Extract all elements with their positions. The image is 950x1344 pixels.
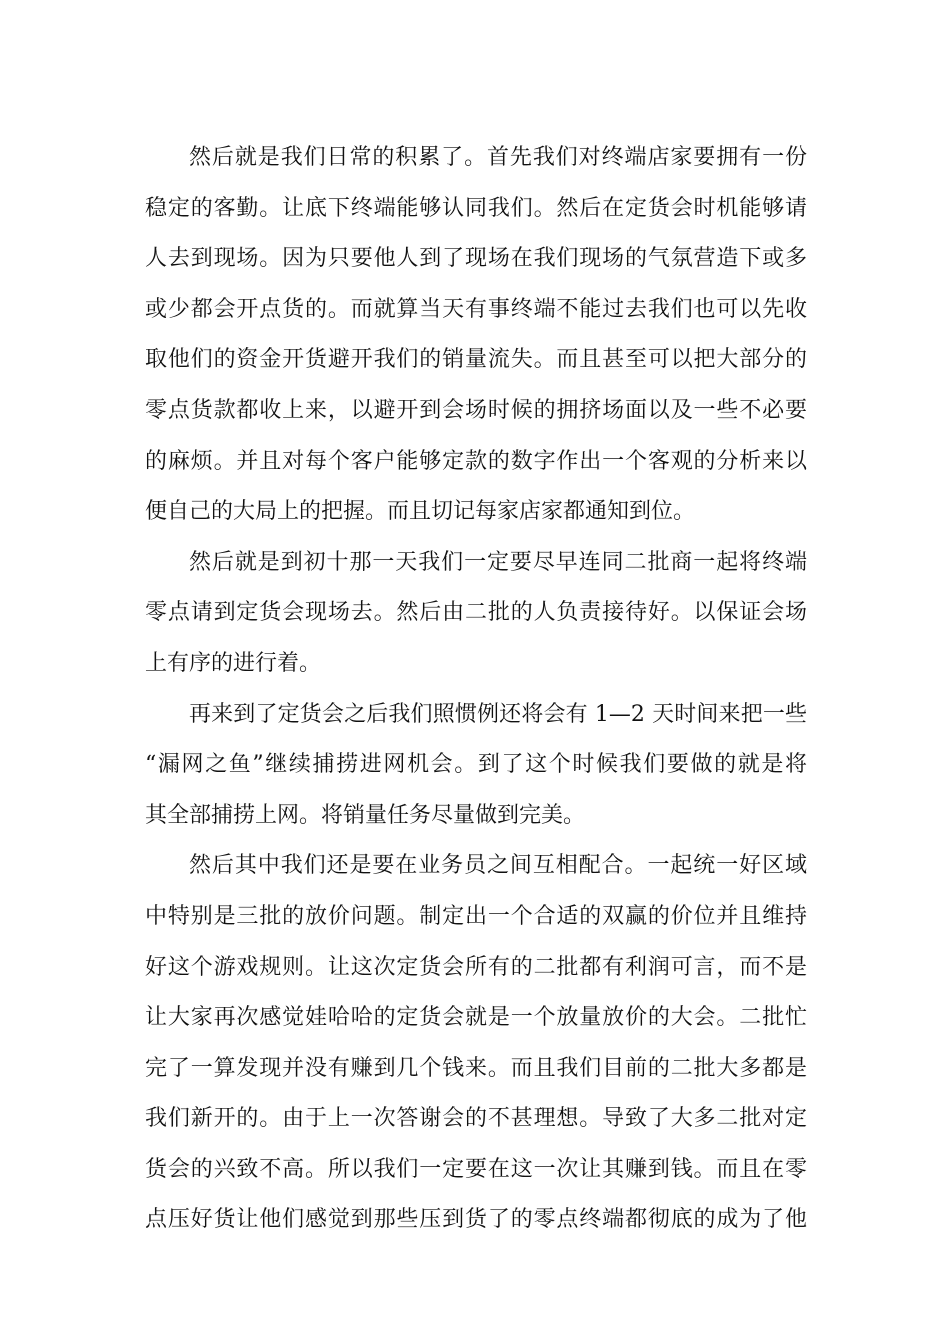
paragraph-line: 稳定的客勤。让底下终端能够认同我们。然后在定货会时机能够请 <box>145 195 807 221</box>
paragraph-2 <box>145 538 807 690</box>
paragraph-line: 或少都会开点货的。而就算当天有事终端不能过去我们也可以先收 <box>145 296 807 322</box>
paragraph-line: 中特别是三批的放价问题。制定出一个合适的双赢的价位并且维持 <box>145 903 807 929</box>
paragraph-3 <box>145 690 807 842</box>
paragraph-line: 零点请到定货会现场去。然后由二批的人负责接待好。以保证会场 <box>145 600 807 626</box>
paragraph-line: 完了一算发现并没有赚到几个钱来。而且我们目前的二批大多都是 <box>145 1055 807 1081</box>
paragraph-line: 再来到了定货会之后我们照惯例还将会有 1—2 天时间来把一些 <box>189 701 807 727</box>
paragraph-line: 然后就是到初十那一天我们一定要尽早连同二批商一起将终端 <box>189 549 807 575</box>
paragraph-line: 其全部捕捞上网。将销量任务尽量做到完美。 <box>145 802 586 828</box>
paragraph-line: 的麻烦。并且对每个客户能够定款的数字作出一个客观的分析来以 <box>145 448 807 474</box>
paragraph-line: 便自己的大局上的把握。而且切记每家店家都通知到位。 <box>145 499 696 525</box>
paragraph-line: 然后就是我们日常的积累了。首先我们对终端店家要拥有一份 <box>189 145 807 170</box>
paragraph-line: 零点货款都收上来，以避开到会场时候的拥挤场面以及一些不必要 <box>145 397 807 423</box>
paragraph-line: “漏网之鱼”继续捕捞进网机会。到了这个时候我们要做的就是将 <box>145 752 807 778</box>
paragraph-line: 取他们的资金开货避开我们的销量流失。而且甚至可以把大部分的 <box>145 347 807 373</box>
paragraph-4 <box>145 841 807 1246</box>
paragraph-line: 我们新开的。由于上一次答谢会的不甚理想。导致了大多二批对定 <box>145 1106 807 1132</box>
paragraph-line: 然后其中我们还是要在业务员之间互相配合。一起统一好区域 <box>189 853 807 879</box>
paragraph-1 <box>145 133 807 538</box>
paragraph-line: 货会的兴致不高。所以我们一定要在这一次让其赚到钱。而且在零 <box>145 1156 807 1182</box>
paragraph-line: 点压好货让他们感觉到那些压到货了的零点终端都彻底的成为了他 <box>145 1207 807 1233</box>
document-body <box>145 133 807 1246</box>
paragraph-line: 人去到现场。因为只要他人到了现场在我们现场的气氛营造下或多 <box>145 246 807 272</box>
paragraph-line: 上有序的进行着。 <box>145 650 322 676</box>
paragraph-line: 好这个游戏规则。让这次定货会所有的二批都有利润可言，而不是 <box>145 954 807 980</box>
paragraph-line: 让大家再次感觉娃哈哈的定货会就是一个放量放价的大会。二批忙 <box>145 1005 807 1031</box>
